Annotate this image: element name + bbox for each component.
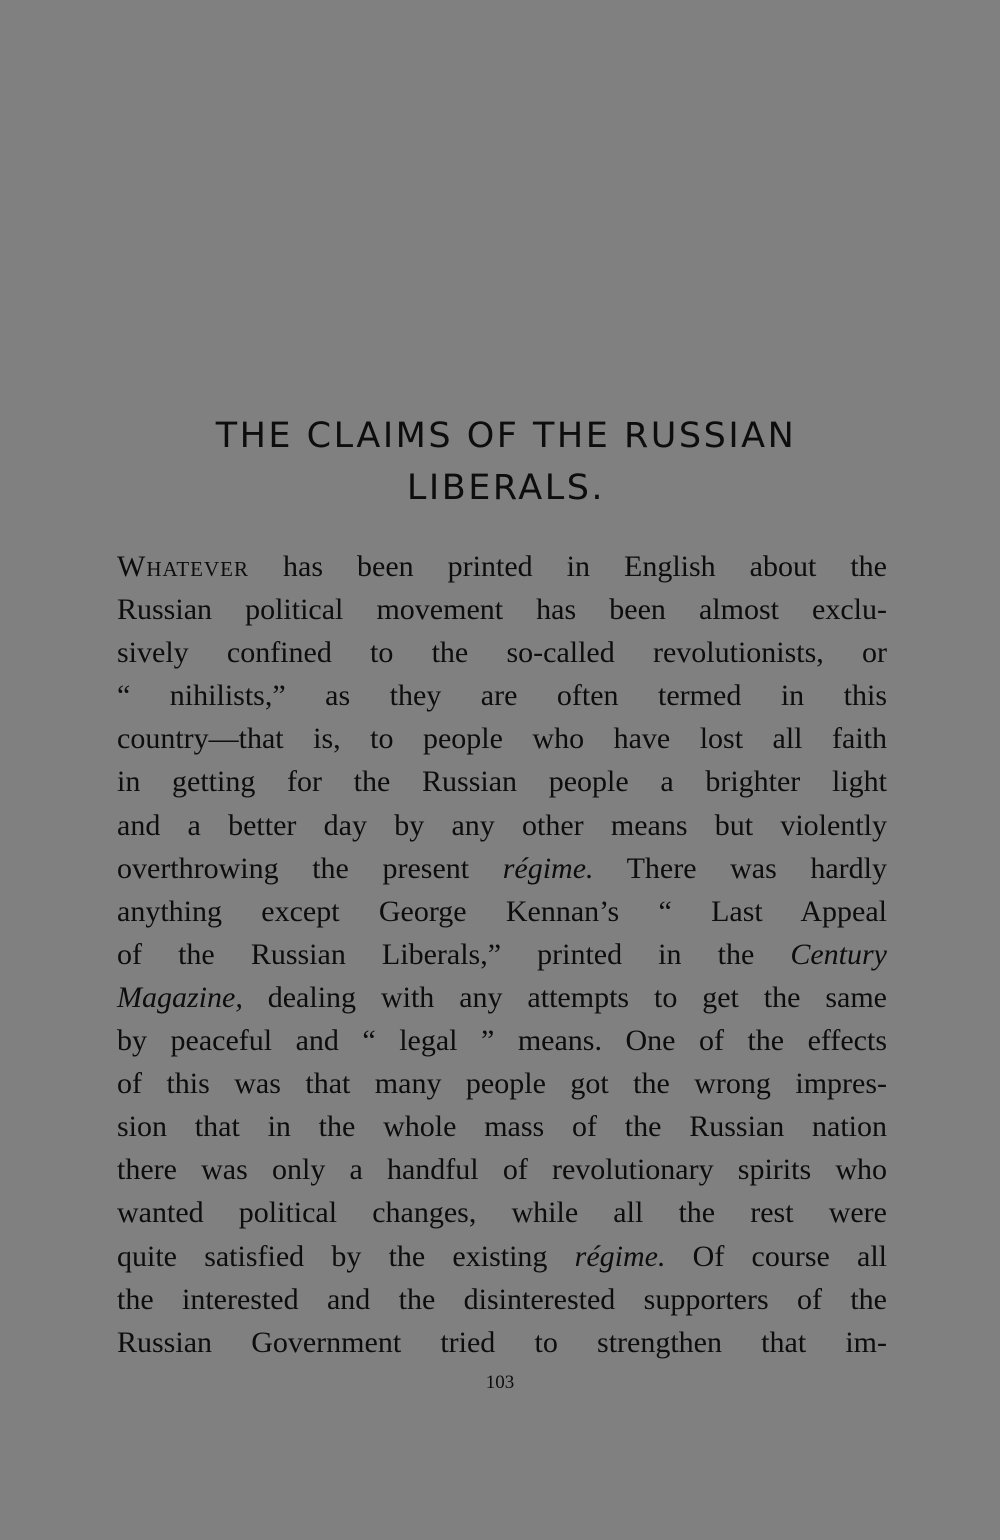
text-segment: overthrowing the present [117,851,503,885]
text-segment: quite satisfied by the existing [117,1239,575,1273]
text-line: sion that in the whole mass of the Russian nation [117,1110,887,1144]
text-line: anything except George Kennan’s “ Last Appeal [117,894,887,928]
text-segment: dealing with any attempts to get the same [242,980,887,1014]
italic-word: Century [790,937,887,971]
text-line: and a better day by any other means but violently [117,808,887,842]
text-line: of this was that many people got the wrong impres- [117,1067,887,1101]
italic-word: régime. [574,1239,666,1273]
text-line [117,1235,887,1278]
text-line [117,545,887,588]
text-line: Russian Government tried to strengthen that im- [117,1325,887,1359]
text-line: the interested and the disinterested supporters of the [117,1282,887,1316]
text-segment: Of course all [665,1239,888,1273]
text-line: in getting for the Russian people a brighter light [117,765,887,799]
text-line: country—that is, to people who have lost all faith [117,722,887,756]
chapter-title-line-2: LIBERALS. [406,468,606,508]
text-line: there was only a handful of revolutionary spirits who [117,1153,887,1187]
text-segment: has been printed in English about the [248,550,887,583]
opening-word: Whatever [117,550,249,583]
text-line [117,847,887,890]
text-segment: of the Russian Liberals,” printed in the [117,937,791,971]
text-line: wanted political changes, while all the rest were [117,1196,887,1230]
page-number: 103 [485,1372,515,1393]
text-line [117,933,887,976]
text-line [117,976,887,1019]
text-line: by peaceful and “ legal ” means. One of the effects [117,1024,887,1058]
chapter-title-line-1: THE CLAIMS OF THE RUSSIAN [215,416,797,456]
text-line: Russian political movement has been almost exclu- [117,593,887,627]
body-paragraph [117,545,887,1364]
text-line: “ nihilists,” as they are often termed in this [117,679,887,713]
italic-word: Magazine, [117,980,243,1014]
text-line: sively confined to the so-called revolutionists, or [117,636,887,670]
text-segment: There was hardly [593,851,887,885]
italic-word: régime. [502,851,594,885]
